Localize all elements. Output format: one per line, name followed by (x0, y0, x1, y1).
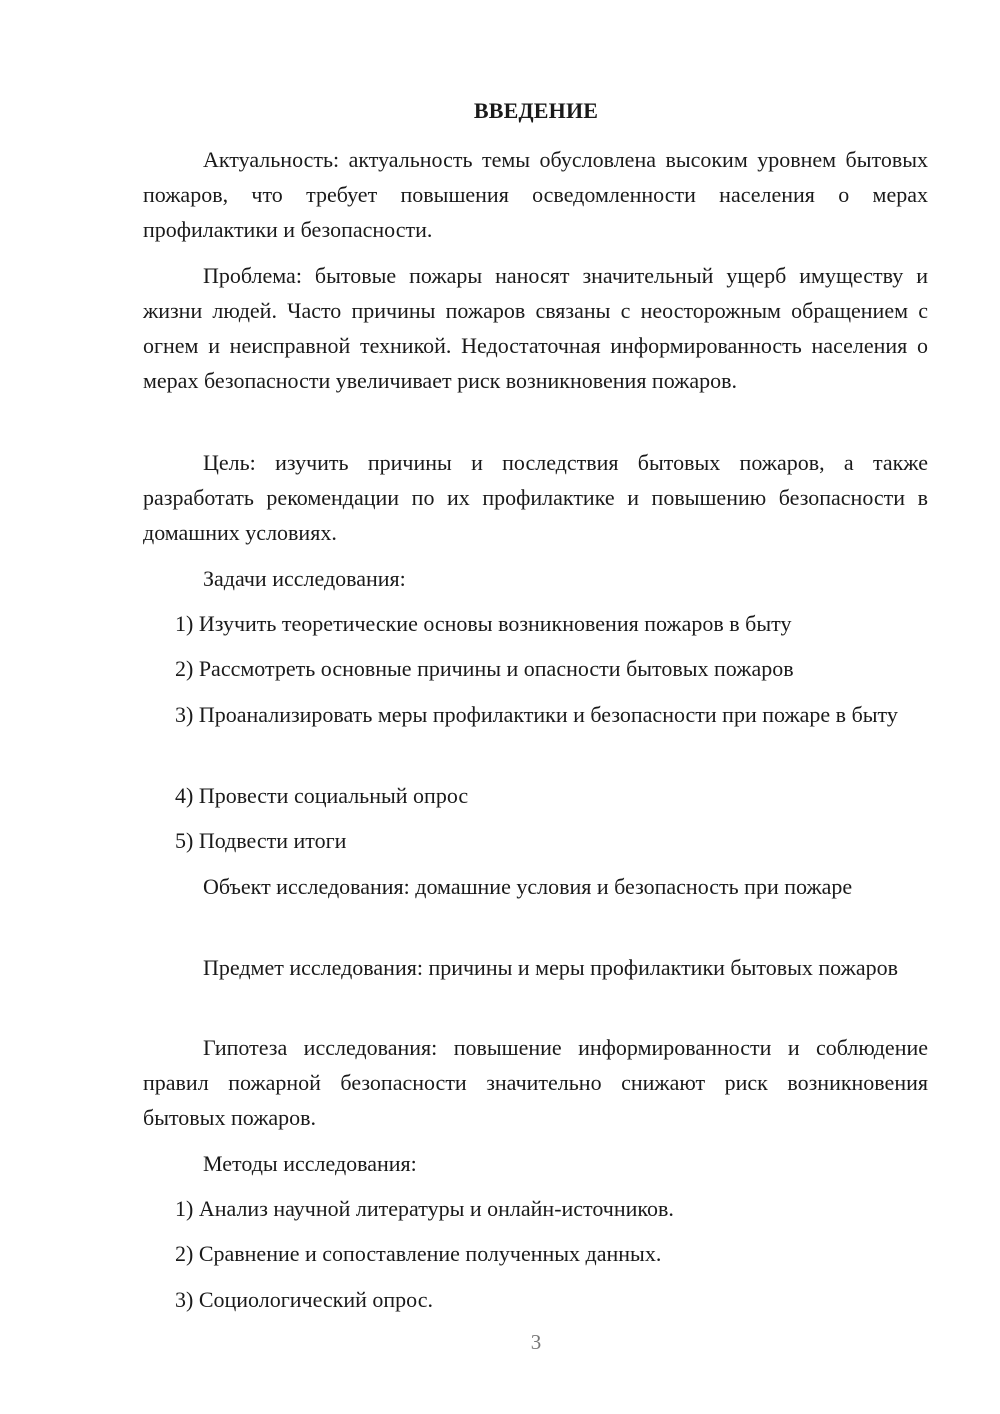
problem-paragraph: Проблема: бытовые пожары наносят значительный ущерб имуществу и жизни людей. Часто причины пожаров связаны с неосторожным обращением с огнем и неисправной техникой. Недостаточная информированность населения о мерах безопасности увеличивает риск возникновения пожаров. (143, 263, 928, 393)
task-item: 4) Провести социальный опрос (175, 783, 469, 808)
tasks-heading: Задачи исследования: (203, 566, 406, 591)
goal-paragraph: Цель: изучить причины и последствия бытовых пожаров, а также разработать рекомендации по их профилактике и повышению безопасности в домашних условиях. (143, 450, 928, 545)
relevance-paragraph: Актуальность: актуальность темы обусловлена высоким уровнем бытовых пожаров, что требует повышения осведомленности населения о мерах профилактики и безопасности. (143, 147, 928, 242)
page-number: 3 (530, 1330, 542, 1354)
hypothesis-paragraph: Гипотеза исследования: повышение информированности и соблюдение правил пожарной безопасности значительно снижают риск возникновения бытовых пожаров. (143, 1035, 928, 1130)
methods-heading: Методы исследования: (203, 1151, 417, 1176)
object-paragraph: Объект исследования: домашние условия и безопасность при пожаре (203, 874, 853, 899)
task-item: 5) Подвести итоги (175, 828, 347, 853)
method-item: 1) Анализ научной литературы и онлайн-источников. (175, 1196, 674, 1221)
task-item: 2) Рассмотреть основные причины и опасности бытовых пожаров (175, 656, 794, 681)
task-item: 1) Изучить теоретические основы возникновения пожаров в быту (175, 611, 792, 636)
method-item: 3) Социологический опрос. (175, 1287, 433, 1312)
page-title: ВВЕДЕНИЕ (473, 98, 599, 123)
subject-paragraph: Предмет исследования: причины и меры профилактики бытовых пожаров (203, 955, 898, 980)
method-item: 2) Сравнение и сопоставление полученных данных. (175, 1241, 662, 1266)
task-item: 3) Проанализировать меры профилактики и безопасности при пожаре в быту (175, 702, 898, 727)
